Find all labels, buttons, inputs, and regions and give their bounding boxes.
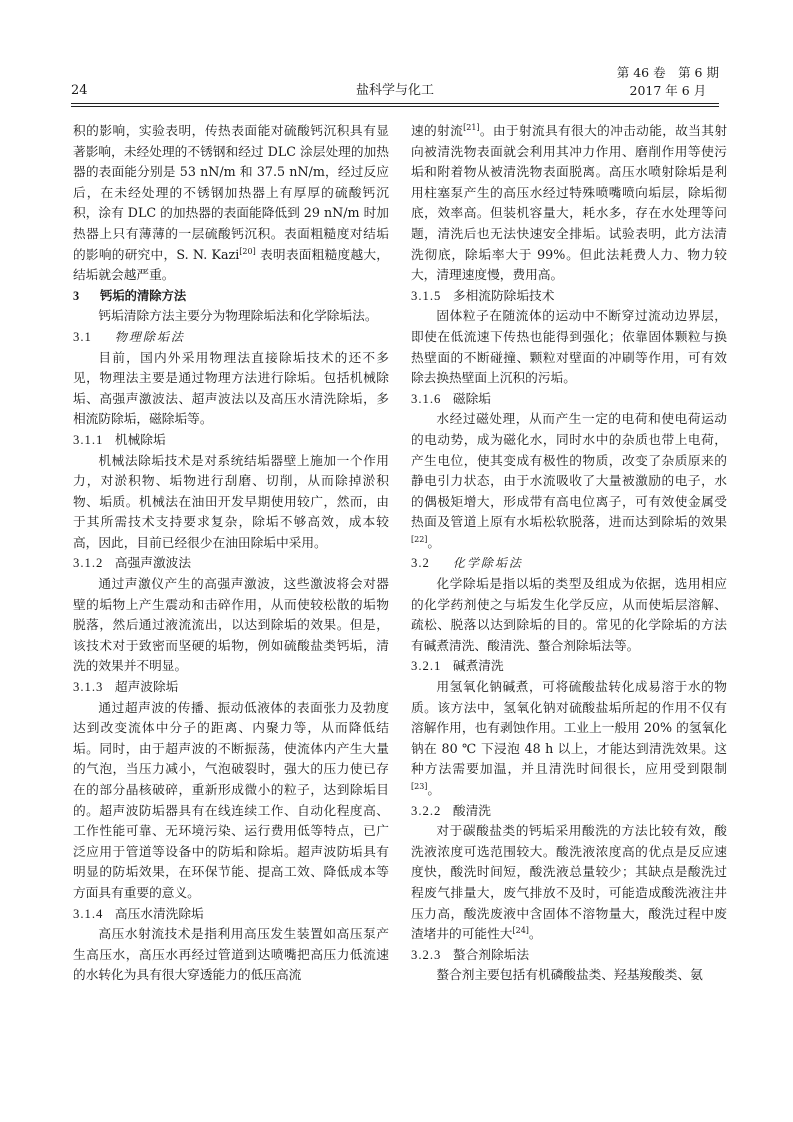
section-title: 超声波除垢 xyxy=(114,679,179,695)
section-title: 高压水清洗除垢 xyxy=(114,905,204,921)
section-title: 螯合剂除垢法 xyxy=(452,946,530,962)
section-heading xyxy=(73,327,389,348)
citation-ref[interactable]: [24] xyxy=(512,926,529,936)
paragraph-text: 化学除垢是指以垢的类型及组成为依据，选用相应的化学药剂使之与垢发生化学反应，从而使垢层溶解、疏松、脱落以达到除垢的目的。常见的化学除垢的方法有碱煮清洗、酸清洗、螯合剂除垢法等。 xyxy=(411,576,727,653)
section-heading xyxy=(73,553,389,574)
page-number: 24 xyxy=(71,83,88,98)
section-number: 3.1.3 xyxy=(73,680,104,695)
section-heading xyxy=(411,553,727,574)
section-number: 3.1 xyxy=(73,329,92,344)
issue-date: 2017 年 6 月 xyxy=(629,83,707,98)
section-title: 化学除垢法 xyxy=(452,556,523,571)
paragraph-text: 高压水射流技术是指利用高压发生装置如高压泵产生高压水，高压水再经过管道到达喷嘴把高压力低流速的水转化为具有很大穿透能力的低压高流 xyxy=(73,926,389,983)
paragraph-text: 螯合剂主要包括有机磷酸盐类、羟基羧酸类、氨 xyxy=(436,967,703,983)
section-title: 碱煮清洗 xyxy=(452,658,504,674)
section-number: 3.1.2 xyxy=(73,556,104,571)
paragraph-text: 通过超声波的传播、振动低液体的表面张力及勃度达到改变流体中分子的距离、内聚力等，从而降低结垢。同时，由于超声波的不断振荡，使流体内产生大量的气泡，当压力减小，气泡破裂时，强大的压力使已存在的部分晶核破碎，重新形成微小的粒子，达到除垢目的。超声波防垢器具有在线连续工作、自动化程度高、工作性能可靠、无环境污染、运行费用低等特点，已广泛应用于管道等设备中的防垢和除垢。超声波防垢具有明显的防垢效果，在环保节能、提高工效、降低成本等方面具有重要的意义。 xyxy=(73,699,389,900)
paragraph-text: 水经过磁处理，从而产生一定的电荷和使电荷运动的电动势，成为磁化水，同时水中的杂质也带上电荷，产生电位，使其变成有极性的物质，改变了杂质原来的静电引力状态，由于水流吸收了大量被激励的电子，水的偶极矩增大，形成带有高电位离子，可有效使金属受热面及管道上原有水垢松软脱落，进而达到除垢的效果 xyxy=(411,411,727,530)
journal-title: 盐科学与化工 xyxy=(355,83,434,98)
paragraph xyxy=(411,574,727,656)
paragraph-text-cont: 。 xyxy=(427,782,441,797)
paragraph xyxy=(411,121,727,286)
paragraph xyxy=(73,121,389,286)
section-heading xyxy=(73,904,389,925)
section-number: 3.1.5 xyxy=(411,288,442,303)
citation-ref[interactable]: [21] xyxy=(463,123,480,132)
section-heading xyxy=(411,389,727,410)
section-title: 高强声激波法 xyxy=(114,555,192,571)
section-heading xyxy=(73,677,389,698)
citation-ref[interactable]: [22] xyxy=(411,534,428,544)
paragraph-text: 钙垢清除方法主要分为物理除垢法和化学除垢法。 xyxy=(98,308,378,324)
paragraph xyxy=(411,965,727,986)
paragraph-text: 通过声激仪产生的高强声激波，这些激波将会对器壁的垢物上产生震动和击碎作用，从而使较松散的垢物脱落，然后通过液流流出，以达到除垢的效果。但是，该技术对于致密而坚硬的垢物，例如硫酸盐类钙垢，清洗的效果并不明显。 xyxy=(73,576,389,674)
paragraph xyxy=(411,677,727,801)
section-heading xyxy=(411,656,727,677)
paragraph-text-cont: 。 xyxy=(427,534,441,550)
running-header xyxy=(71,64,719,102)
volume-issue: 第 46 卷 第 6 期 xyxy=(616,65,719,80)
section-title: 物理除垢法 xyxy=(114,329,185,344)
section-title: 机械除垢 xyxy=(114,431,166,447)
right-column xyxy=(411,121,727,986)
issue-info xyxy=(617,64,719,100)
section-heading xyxy=(411,945,727,966)
section-number: 3.1.1 xyxy=(73,432,104,447)
paragraph-text: 固体粒子在随流体的运动中不断穿过流动边界层，即使在低流速下传热也能得到强化；依靠固体颗粒与换热壁面的不断碰撞、颗粒对壁面的冲刷等作用，可有效除去换热壁面上沉积的污垢。 xyxy=(411,308,727,386)
paragraph xyxy=(73,698,389,904)
paragraph-text: 目前，国内外采用物理法直接除垢技术的还不多见，物理法主要是通过物理方法进行除垢。包括机械除垢、高强声激波法、超声波法以及高压水清洗除垢，多相流防除垢，磁除垢等。 xyxy=(73,349,389,427)
header-rule-thick xyxy=(71,103,719,104)
paragraph-text: 机械法除垢技术是对系统结垢器壁上施加一个作用力，对淤积物、垢物进行刮磨、切削，从而除掉淤积物、垢质。机械法在油田开发早期使用较广，然而，由于其所需技术支持要求复杂，除垢不够高效，成本较高，因此，目前已经很少在油田除垢中采用。 xyxy=(73,452,389,550)
paragraph xyxy=(411,821,727,945)
paragraph xyxy=(411,409,727,553)
section-title: 磁除垢 xyxy=(452,390,491,406)
section-title: 多相流防除垢技术 xyxy=(452,287,555,303)
section-heading xyxy=(73,286,389,307)
section-number: 3.1.6 xyxy=(411,391,442,406)
citation-ref[interactable]: [20] xyxy=(239,246,256,256)
section-number: 3.2.2 xyxy=(411,803,442,818)
section-title: 钙垢的清除方法 xyxy=(100,288,187,303)
paragraph xyxy=(73,306,389,327)
paragraph xyxy=(73,348,389,430)
section-heading xyxy=(411,801,727,822)
paragraph xyxy=(73,574,389,677)
section-number: 3.2.1 xyxy=(411,659,442,674)
citation-ref[interactable]: [23] xyxy=(411,782,428,791)
paragraph-text-cont: 。 xyxy=(528,926,542,942)
paragraph-text: 速的射流 xyxy=(411,123,464,138)
paragraph-text: 对于碳酸盐类的钙垢采用酸洗的方法比较有效，酸洗液浓度可选范围较大。酸洗液浓度高的优点是反应速度快，酸洗时间短，酸洗液总量较少；其缺点是酸洗过程废气排量大，废气排放不及时，可能造成酸洗液注井压力高，酸洗废液中含固体不溶物量大，酸洗过程中废渣堵井的可能性大 xyxy=(411,823,727,942)
paragraph-text-cont: 表明表面粗糙度越大，结垢就会越严重。 xyxy=(73,246,389,283)
section-number: 3.1.4 xyxy=(73,906,104,921)
paragraph xyxy=(73,924,389,986)
section-heading xyxy=(73,430,389,451)
paragraph xyxy=(411,306,727,388)
section-title: 酸清洗 xyxy=(452,802,491,818)
paragraph-text: 积的影响，实验表明，传热表面能对硫酸钙沉积具有显著影响，未经处理的不锈钢和经过 DLC 涂层处理的加热器的表面能分别是 53 nN/m 和 37.5 nN/m，经过反应后，在未经处理的不锈钢加热器上有厚厚的硫酸钙沉积，涂有 DLC 的加热器的表面能降低到 29 nN/m 时加热器上只有薄薄的一层硫酸钙沉积。表面粗糙度对结垢的影响的研究中，S. N. Kazi xyxy=(73,123,389,262)
section-number: 3.2 xyxy=(411,556,430,571)
paragraph-text-cont: 。由于射流具有很大的冲击动能，故当其射向被清洗物表面就会利用其冲力作用、磨削作用等使污垢和附着物从被清洗物表面脱离。高压水喷射除垢是利用柱塞泵产生的高压水经过特殊喷嘴喷向垢层，除垢彻底，效率高。但装机容量大，耗水多，存在水处理等问题，清洗后也无法快速安全排垢。试验表明，此方法清洗彻底，除垢率大于 99%。但此法耗费人力、物力较大，清理速度慢，费用高。 xyxy=(411,123,728,283)
section-number: 3.2.3 xyxy=(411,947,442,962)
paragraph-text: 用氢氧化钠碱煮，可将硫酸盐转化成易溶于水的物质。该方法中，氢氧化钠对硫酸盐垢所起的作用不仅有溶解作用，也有剥蚀作用。工业上一般用 20% 的氢氧化钠在 80 ℃ 下浸泡 48 h 以上，才能达到清洗效果。这种方法需要加温，并且清洗时间很长，应用受到限制 xyxy=(411,679,727,777)
header-rule-thin xyxy=(71,106,719,107)
paragraph xyxy=(73,451,389,554)
left-column xyxy=(73,121,389,986)
section-heading xyxy=(411,286,727,307)
section-number: 3 xyxy=(73,288,81,303)
